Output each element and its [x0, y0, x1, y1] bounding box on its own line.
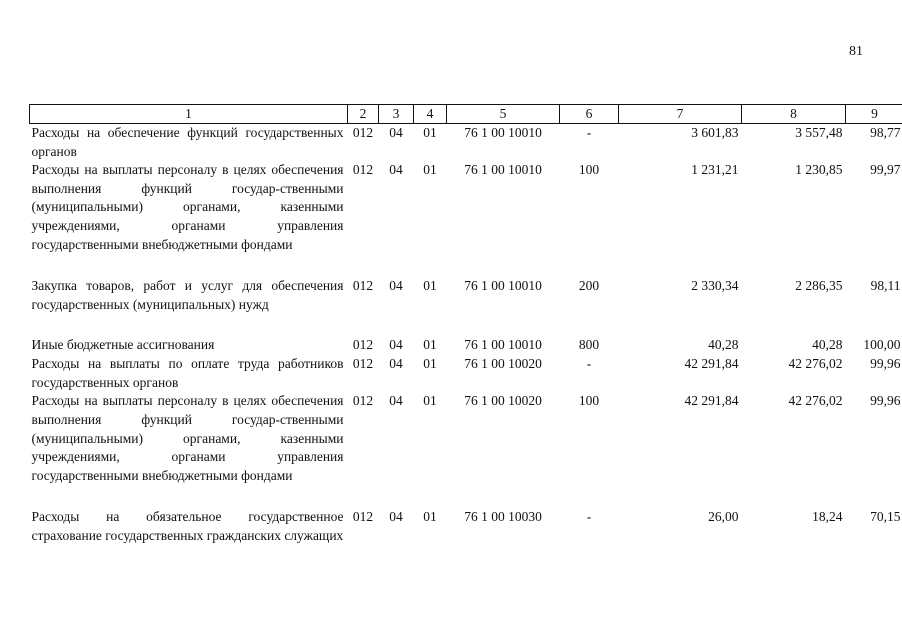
ministry-code: 012 [352, 393, 374, 409]
table-row [30, 392, 902, 508]
execution-percent: 70,15 [870, 509, 901, 525]
section-code: 04 [389, 393, 403, 409]
executed-amount: 40,28 [812, 337, 843, 353]
table-row [30, 355, 902, 392]
expense-name: Расходы на обязательное государственное страхование государственных гражданских служащих [31, 509, 344, 543]
execution-percent: 98,11 [870, 278, 901, 294]
section-code: 04 [389, 356, 403, 372]
section-code: 04 [389, 509, 403, 525]
expense-name: Иные бюджетные ассигнования [31, 337, 215, 353]
ministry-code: 012 [352, 509, 374, 525]
ministry-code: 012 [352, 278, 374, 294]
subsection-code: 01 [423, 356, 437, 372]
section-code: 04 [389, 162, 403, 178]
planned-amount: 26,00 [708, 509, 739, 525]
expense-type-code: 100 [578, 162, 600, 178]
executed-amount: 18,24 [812, 509, 843, 525]
target-article-code: 76 1 00 10030 [464, 509, 542, 525]
budget-table [29, 104, 902, 566]
planned-amount: 42 291,84 [684, 393, 739, 409]
table-row [30, 277, 902, 336]
table-row [30, 336, 902, 355]
table-row [30, 508, 902, 566]
expense-type-code: 800 [578, 337, 600, 353]
target-article-code: 76 1 00 10020 [464, 393, 542, 409]
execution-percent: 98,77 [870, 125, 901, 140]
ministry-code: 012 [352, 162, 374, 178]
execution-percent: 99,97 [870, 162, 901, 178]
target-article-code: 76 1 00 10010 [464, 337, 542, 353]
planned-amount: 3 601,83 [691, 125, 739, 140]
header-cell-9: 9 [846, 105, 902, 124]
execution-percent: 99,96 [870, 393, 901, 409]
expense-type-code: - [586, 509, 592, 525]
executed-amount: 42 276,02 [788, 356, 843, 372]
section-code: 04 [389, 278, 403, 294]
header-cell-8: 8 [742, 105, 846, 124]
executed-amount: 3 557,48 [795, 125, 843, 140]
expense-name: Расходы на обеспечение функций государственных органов [31, 125, 344, 159]
ministry-code: 012 [352, 125, 374, 140]
section-code: 04 [389, 337, 403, 353]
executed-amount: 1 230,85 [795, 162, 843, 178]
header-row [30, 105, 902, 124]
subsection-code: 01 [423, 125, 437, 140]
subsection-code: 01 [423, 278, 437, 294]
expense-name: Расходы на выплаты персоналу в целях обеспечения выполнения функций государ-ственными (муниципальными) органами, казенными учреждениями, органами управления государственными внебюджетными фондами [31, 393, 344, 483]
planned-amount: 42 291,84 [684, 356, 739, 372]
subsection-code: 01 [423, 162, 437, 178]
header-cell-2: 2 [348, 105, 379, 124]
expense-type-code: 200 [578, 278, 600, 294]
execution-percent: 99,96 [870, 356, 901, 372]
subsection-code: 01 [423, 337, 437, 353]
expense-type-code: 100 [578, 393, 600, 409]
ministry-code: 012 [352, 337, 374, 353]
executed-amount: 2 286,35 [795, 278, 843, 294]
planned-amount: 40,28 [708, 337, 739, 353]
header-cell-6: 6 [560, 105, 619, 124]
planned-amount: 2 330,34 [691, 278, 739, 294]
header-cell-7: 7 [619, 105, 742, 124]
header-cell-5: 5 [447, 105, 560, 124]
target-article-code: 76 1 00 10010 [464, 162, 542, 178]
executed-amount: 42 276,02 [788, 393, 843, 409]
execution-percent: 100,00 [863, 337, 901, 353]
section-code: 04 [389, 125, 403, 140]
header-cell-4: 4 [414, 105, 447, 124]
header-cell-3: 3 [379, 105, 414, 124]
expense-name: Расходы на выплаты персоналу в целях обеспечения выполнения функций государ-ственными (муниципальными) органами, казенными учреждениями, органами управления государственными внебюджетными фондами [31, 162, 344, 252]
table-row [30, 161, 902, 277]
expense-type-code: - [586, 125, 592, 140]
header-cell-1: 1 [30, 105, 348, 124]
expense-name: Закупка товаров, работ и услуг для обеспечения государственных (муниципальных) нужд [31, 278, 344, 312]
expense-type-code: - [586, 356, 592, 372]
table-row [30, 124, 902, 162]
target-article-code: 76 1 00 10010 [464, 125, 542, 140]
page-number: 81 [849, 44, 863, 59]
table-header [30, 105, 902, 124]
subsection-code: 01 [423, 393, 437, 409]
target-article-code: 76 1 00 10010 [464, 278, 542, 294]
expense-name: Расходы на выплаты по оплате труда работников государственных органов [31, 356, 344, 390]
subsection-code: 01 [423, 509, 437, 525]
target-article-code: 76 1 00 10020 [464, 356, 542, 372]
planned-amount: 1 231,21 [691, 162, 739, 178]
ministry-code: 012 [352, 356, 374, 372]
